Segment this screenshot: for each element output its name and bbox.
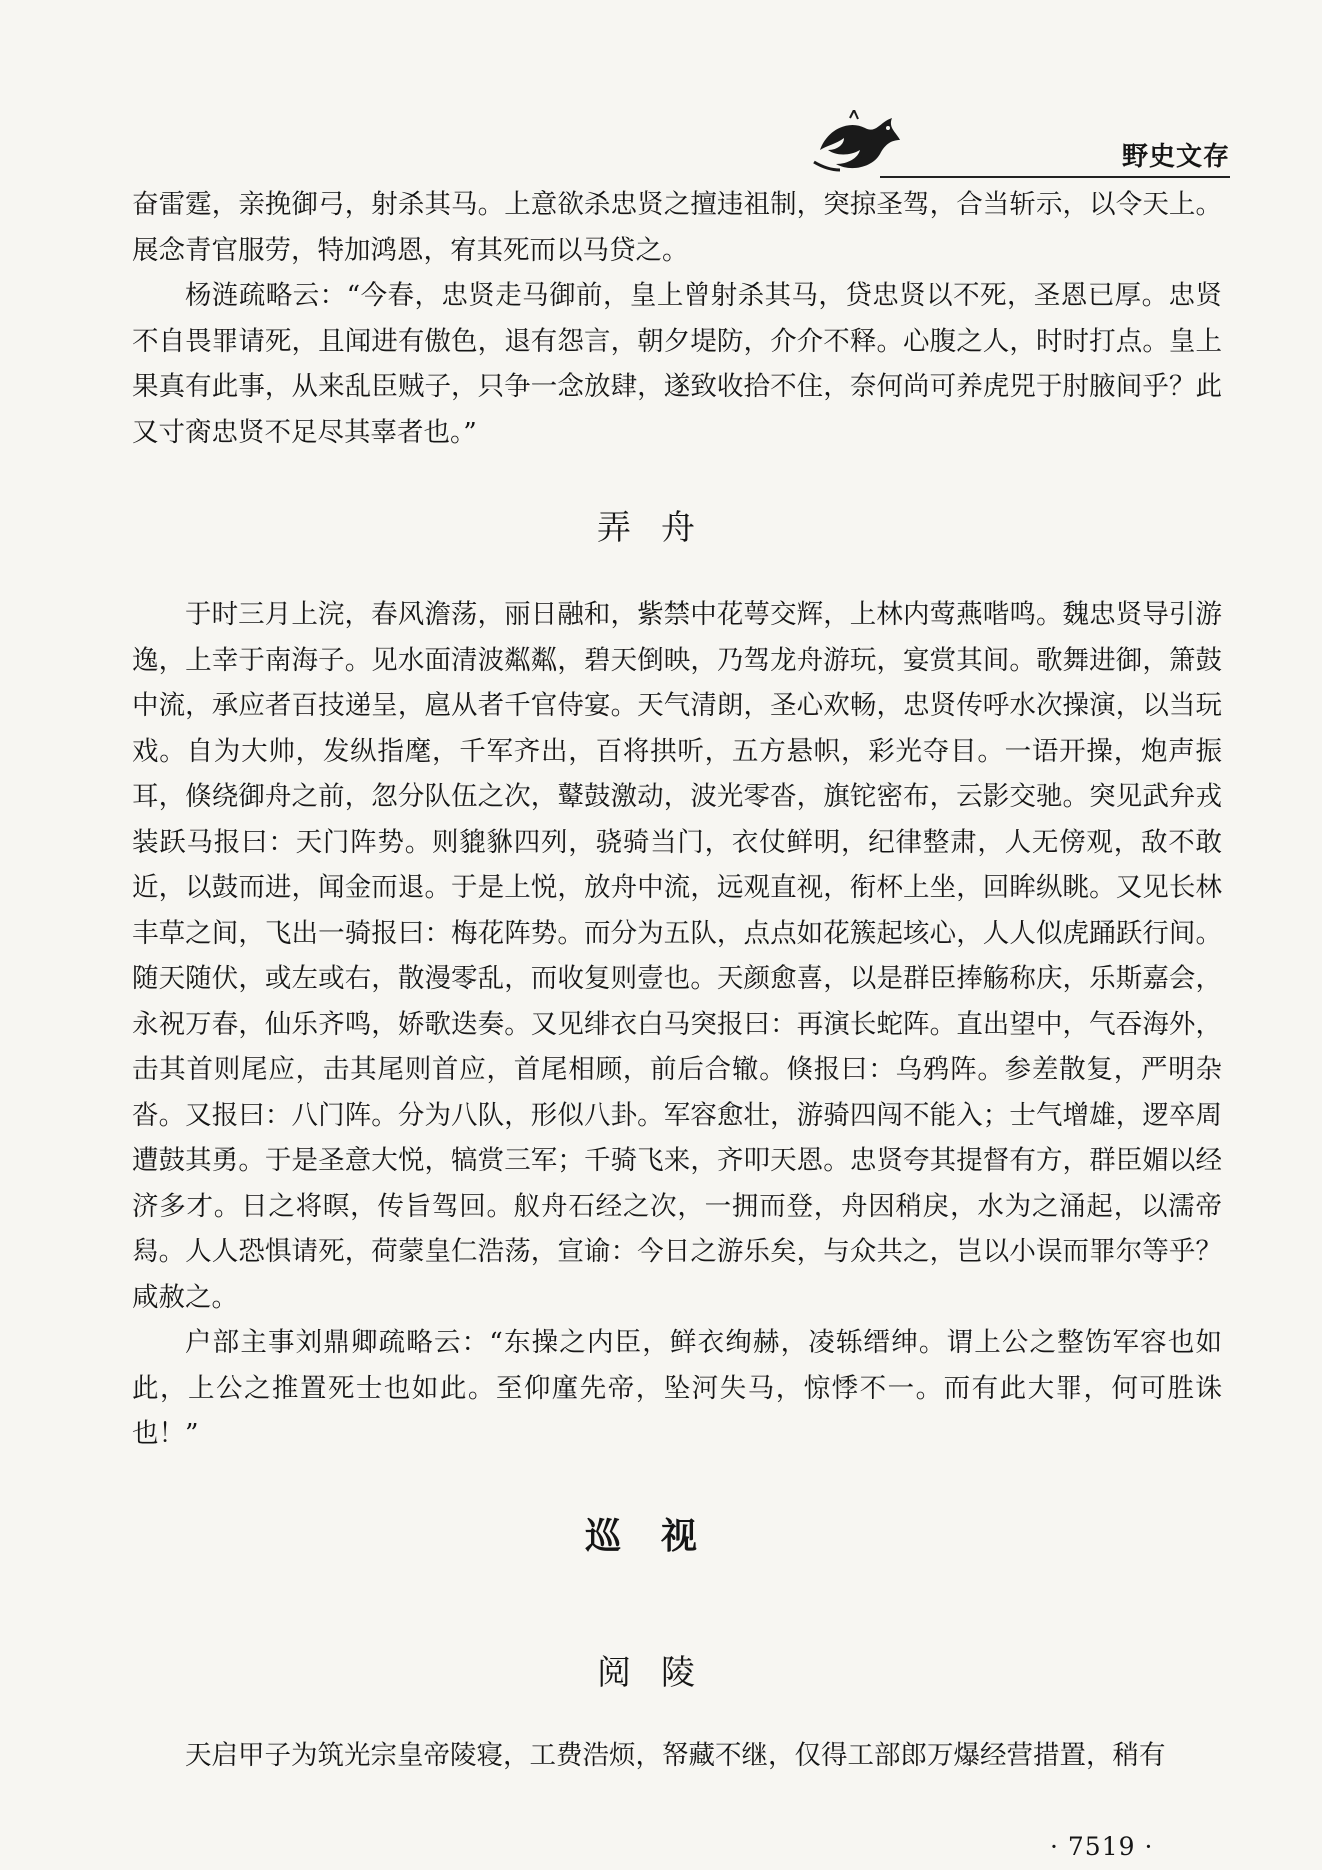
header-title: 野史文存 [1121, 142, 1230, 172]
header-rule [880, 176, 1230, 178]
chapter-title-xunshi: 巡视 [584, 1516, 737, 1557]
page-number: · 7519 · [1050, 1832, 1154, 1861]
paragraph-nongzhou-main: 于时三月上浣，春风澹荡，丽日融和，紫禁中花萼交辉，上林内莺燕喈鸣。魏忠贤导引游逸，上幸于南海子。见水面清波粼粼，碧天倒映，乃驾龙舟游玩，宴赏其间。歌舞进御，箫鼓中流，承应者百技递呈，扈从者千官侍宴。天气清朗，圣心欢畅，忠贤传呼水次操演，以当玩戏。自为大帅，发纵指麾，千军齐出，百将拱听，五方悬帜，彩光夺目。一语开操，炮声振耳，倏绕御舟之前，忽分队伍之次，鼙鼓激动，波光零沓，旗铊密布，云影交驰。突见武弁戎装跃马报曰：天门阵势。则貔貅四列，骁骑当门，衣仗鲜明，纪律整肃，人无傍观，敌不敢近，以鼓而进，闻金而退。于是上悦，放舟中流，远观直视，衔杯上坐，回眸纵眺。又见长林丰草之间，飞出一骑报曰：梅花阵势。而分为五队，点点如花簇起垓心，人人似虎踊跃行间。随天随伏，或左或右，散漫零乱，而收复则壹也。天颜愈喜，以是群臣捧觞称庆，乐斯嘉会，永祝万春，仙乐齐鸣，娇歌迭奏。又见绯衣白马突报曰：再演长蛇阵。直出望中，气吞海外，击其首则尾应，击其尾则首应，首尾相顾，前后合辙。倏报曰：乌鸦阵。参差散复，严明杂沓。又报曰：八门阵。分为八队，形似八卦。军容愈壮，游骑四闯不能入；士气增雄，逻卒周遭鼓其勇。于是圣意大悦，犒赏三军；千骑飞来，齐叩天恩。忠贤夸其提督有方，群臣媚以经济多才。日之将暝，传旨驾回。舣舟石经之次，一拥而登，舟因稍戾，水为之涌起，以濡帝舄。人人恐惧请死，荷蒙皇仁浩荡，宣谕：今日之游乐矣，与众共之，岂以小误而罪尔等乎？咸赦之。 [132, 599, 1222, 1313]
paragraph-yanglian-memorial: 杨涟疏略云：“今春，忠贤走马御前，皇上曾射杀其马，贷忠贤以不死，圣恩已厚。忠贤不自畏罪请死，且闻进有傲色，退有怨言，朝夕堤防，介介不释。心腹之人，时时打点。皇上果真有此事，从来乱臣贼子，只争一念放肆，遂致收拾不住，奈何尚可养虎兕于肘腋间乎？此又寸脔忠贤不足尽其辜者也。” [132, 280, 1222, 448]
paragraph-continuation: 奋雷霆，亲挽御弓，射杀其马。上意欲杀忠贤之擅违祖制，突掠圣驾，合当斩示，以令天上。展念青官服劳，特加鸿恩，宥其死而以马贷之。 [132, 189, 1222, 266]
running-header [810, 110, 1230, 180]
paragraph-liudingqing-memorial: 户部主事刘鼎卿疏略云：“东操之内臣，鲜衣绚赫，凌轹缙绅。谓上公之整饬军容也如此，上公之推置死士也如此。至仰廑先帝，坠河失马，惊悸不一。而有此大罪，何可胜诛也！” [132, 1327, 1222, 1449]
paragraph-yueling-main: 天启甲子为筑光宗皇帝陵寝，工费浩烦，帑藏不继，仅得工部郎万爆经营措置，稍有 [185, 1740, 1166, 1771]
section-title-yueling: 阅陵 [597, 1653, 725, 1693]
dragon-emblem-icon [810, 110, 905, 178]
section-title-nongzhou: 弄舟 [597, 508, 725, 548]
